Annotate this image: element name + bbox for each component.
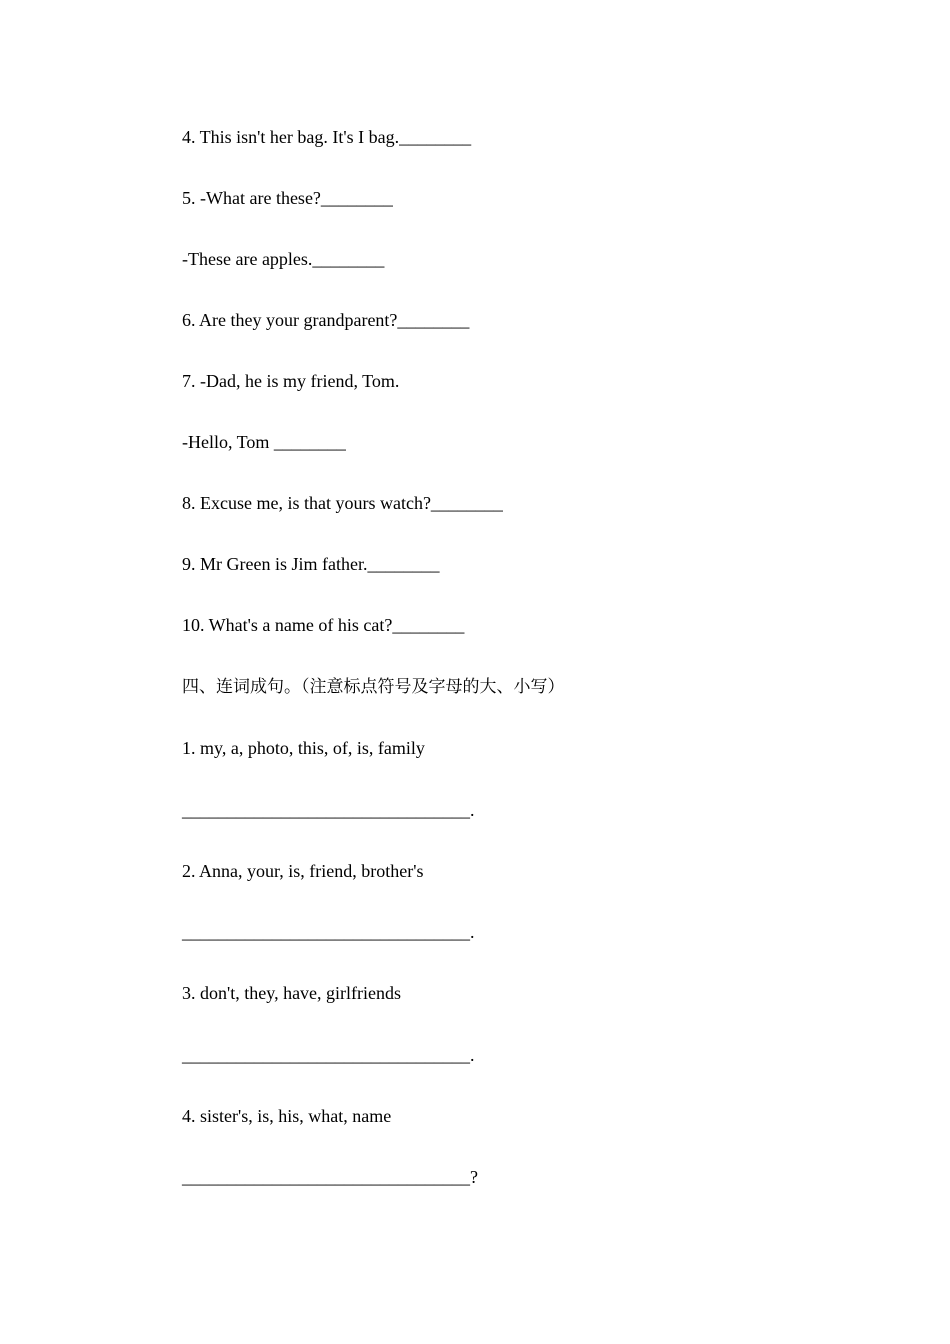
question-line: 8. Excuse me, is that yours watch?________ (182, 493, 503, 513)
section-heading: 四、连词成句。（注意标点符号及字母的大、小写） (182, 677, 565, 697)
prompt-line: 1. my, a, photo, this, of, is, family (182, 738, 425, 758)
prompt-line: 3. don't, they, have, girlfriends (182, 983, 402, 1003)
question-line: 5. -What are these?________ (182, 188, 393, 208)
question-line: -These are apples.________ (182, 249, 385, 269)
answer-blank-line: ________________________________? (182, 1167, 478, 1187)
question-line: -Hello, Tom ________ (182, 432, 346, 452)
question-line: 10. What's a name of his cat?________ (182, 615, 465, 635)
question-line: 6. Are they your grandparent?________ (182, 310, 470, 330)
prompt-line: 4. sister's, is, his, what, name (182, 1106, 392, 1126)
answer-blank-line: ________________________________. (182, 800, 475, 820)
answer-blank-line: ________________________________. (182, 922, 475, 942)
prompt-line: 2. Anna, your, is, friend, brother's (182, 861, 424, 881)
question-line: 4. This isn't her bag. It's I bag.________ (182, 127, 472, 147)
question-line: 7. -Dad, he is my friend, Tom. (182, 371, 400, 391)
answer-blank-line: ________________________________. (182, 1045, 475, 1065)
question-line: 9. Mr Green is Jim father.________ (182, 554, 440, 574)
